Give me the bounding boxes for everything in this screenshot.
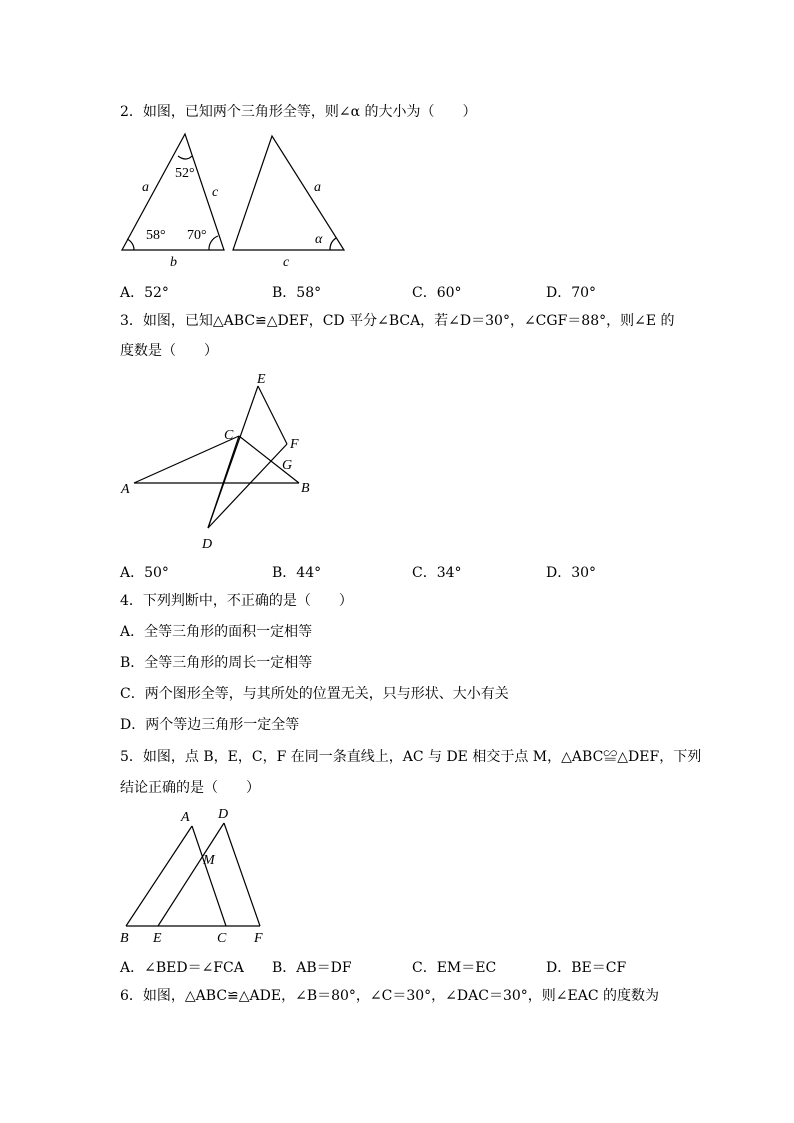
q5-label-m: M bbox=[203, 853, 215, 868]
q2-option-d: D．70° bbox=[546, 285, 597, 301]
q2-option-a: A．52° bbox=[120, 285, 169, 301]
q2-f1-top-angle: 52° bbox=[175, 166, 195, 181]
q4-option-b: B．全等三角形的周长一定相等 bbox=[120, 655, 313, 671]
q2-option-c: C．60° bbox=[412, 285, 462, 301]
q3-option-d: D．30° bbox=[546, 565, 597, 581]
q2-option-b: B．58° bbox=[272, 285, 322, 301]
q5-option-b: B．AB＝DF bbox=[272, 960, 352, 976]
q3-label-a: A bbox=[121, 482, 130, 497]
q3-option-a: A．50° bbox=[120, 565, 169, 581]
q2-f1-side-c: c bbox=[212, 185, 219, 200]
q5-label-f: F bbox=[254, 931, 263, 946]
q3-stem-line1: 3．如图，已知△ABC≌△DEF，CD 平分∠BCA，若∠D＝30°，∠CGF＝88°，则∠E 的 bbox=[120, 313, 675, 329]
q4-option-a: A．全等三角形的面积一定相等 bbox=[120, 624, 313, 640]
q5-label-d: D bbox=[218, 807, 229, 822]
q4-stem: 4．下列判断中，不正确的是（ ） bbox=[120, 593, 353, 609]
q5-label-e: E bbox=[153, 931, 162, 946]
q5-option-c: C．EM＝EC bbox=[412, 960, 497, 976]
q3-label-d: D bbox=[202, 537, 213, 552]
q5-stem-line1: 5．如图，点 B，E，C，F 在同一条直线上，AC 与 DE 相交于点 M，△ABC≌△DEF，下列 bbox=[120, 749, 702, 765]
q2-f2-side-a: a bbox=[314, 180, 321, 195]
q3-label-g: G bbox=[282, 458, 293, 473]
q5-label-a: A bbox=[181, 810, 190, 825]
q3-option-b: B．44° bbox=[272, 565, 322, 581]
q2-f2-side-c: c bbox=[283, 255, 290, 270]
q3-label-e: E bbox=[257, 372, 266, 387]
q3-option-c: C．34° bbox=[412, 565, 462, 581]
q2-f1-side-b: b bbox=[170, 255, 177, 270]
q2-f1-right-angle: 70° bbox=[187, 228, 207, 243]
q3-label-f: F bbox=[290, 437, 299, 452]
q4-option-c: C．两个图形全等，与其所处的位置无关，只与形状、大小有关 bbox=[120, 686, 509, 702]
q2-f1-left-angle: 58° bbox=[146, 228, 166, 243]
q5-label-b: B bbox=[120, 931, 129, 946]
q5-stem-line2: 结论正确的是（ ） bbox=[120, 780, 260, 796]
q4-option-d: D．两个等边三角形一定全等 bbox=[120, 717, 300, 733]
q5-label-c: C bbox=[217, 931, 227, 946]
q2-f2-angle: α bbox=[315, 232, 323, 247]
q3-label-c: C bbox=[224, 428, 234, 443]
q6-stem: 6．如图，△ABC≌△ADE，∠B＝80°，∠C＝30°，∠DAC＝30°，则∠EAC 的度数为 bbox=[120, 988, 659, 1004]
q5-option-a: A．∠BED＝∠FCA bbox=[120, 960, 244, 976]
q2-stem: 2．如图，已知两个三角形全等，则∠α 的大小为（ ） bbox=[120, 104, 477, 120]
q2-f1-side-a: a bbox=[142, 180, 149, 195]
q3-stem-line2: 度数是（ ） bbox=[120, 343, 218, 359]
q5-option-d: D．BE＝CF bbox=[546, 960, 627, 976]
q3-label-b: B bbox=[301, 481, 310, 496]
